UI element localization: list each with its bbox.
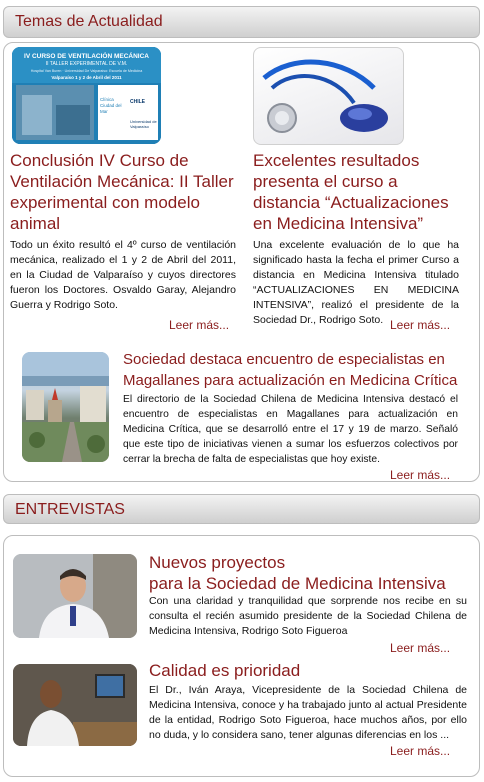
read-more-link[interactable]: Leer más... [390,318,451,332]
title-line: experimental con modelo [10,193,200,212]
news-title-2[interactable] [253,150,478,234]
news-title-1[interactable] [10,150,245,234]
title-line: en Medicina Intensiva” [253,214,424,233]
section-title: ENTREVISTAS [15,501,125,518]
sponsor-logo-uv: Universidad de Valparaíso [130,119,157,129]
flyer-subtitle: II TALLER EXPERIMENTAL DE V.M. [45,61,128,67]
magallanes-city-image[interactable] [22,352,109,462]
section-title: Temas de Actualidad [15,13,163,30]
person-graphic [13,554,137,638]
read-more-link[interactable]: Leer más... [390,744,451,758]
sponsor-logo-chile: CHILE [130,99,145,105]
title-line: Ventilación Mecánica: II Taller [10,172,234,191]
title-line: animal [10,214,61,233]
stethoscope-icon [254,48,404,145]
title-line: Conclusión IV Curso de [10,151,189,170]
title-line: Calidad es prioridad [149,661,301,680]
read-more-link[interactable]: Leer más... [390,468,451,482]
title-line: para la Sociedad de Medicina Intensiva [149,574,446,593]
interview-title-2[interactable] [149,660,469,681]
title-line: Magallanes para actualización en Medicina Crítica [123,372,458,389]
flyer-venue: Hospital Van Buren · Universidad De Valparaíso: Escuela de Medicina [30,69,143,73]
news-body-3: El directorio de la Sociedad Chilena de Medicina Intensiva destacó el encuentro de especialistas en Magallanes para actualización en Medicina Crítica, que se desarrolló entre el 17 y 19 de marzo. Señaló que este tipo de iniciativas vienen a sumar los esfuerzos colectivos por cerrar la brecha de falta de especialistas que hoy existe. [123,394,458,465]
title-line: Nuevos proyectos [149,553,286,572]
news-body-2: Una excelente evaluación de lo que ha significado hasta la fecha el primer Curso a distancia en Medicina Intensiva titulado “ACTUALIZACIONES EN MEDICINA INTENSIVA”, realizó el presidente de la Sociedad Dr., Rodrigo Soto. [253,239,459,326]
news-title-3[interactable] [123,349,473,391]
title-line: distancia “Actualizaciones [253,193,449,212]
sponsor-logo-clinica: Clínica Ciudad del Mar [100,97,122,114]
stethoscope-mouse-image[interactable] [253,47,404,145]
person-graphic [13,664,137,746]
title-line: Excelentes resultados [253,151,420,170]
news-body-1: Todo un éxito resultó el 4º curso de ventilación mecánica, realizado el 1 y 2 de Abril del 2011, en la Ciudad de Valparaíso y cuyos directores fueron los Doctores. Osvaldo Garay, Alejandro Guerra y Rodrigo Soto. [10,239,236,311]
read-more-link[interactable]: Leer más... [390,641,451,655]
interview-body-1: Con una claridad y tranquilidad que sorprende nos recibe en su consulta el recién asumido presidente de la Sociedad Chilena de Medicina Intensiva, Rodrigo Soto Figueroa [149,595,467,637]
interview-title-1[interactable] [149,552,469,594]
city-graphic [22,352,109,462]
title-line: presenta el curso a [253,172,398,191]
flyer-date: Valparaíso 1 y 2 de Abril del 2011 [51,75,122,80]
read-more-link[interactable]: Leer más... [169,318,230,332]
section-header-entrevistas [3,494,480,524]
section-header-actualidad [3,6,480,38]
flyer-title: IV CURSO DE VENTILACIÓN MECÁNICA [24,53,149,60]
interview-photo-1[interactable] [13,554,137,638]
interview-body-2: El Dr., Iván Araya, Vicepresidente de la Sociedad Chilena de Medicina Intensiva, conoce y ha trabajado junto al actual Presidente de la entidad, Rodrigo Soto Figueroa, hace muchos años, por ello no duda, y lo considera sano, tener algunas diferencias en los ... [149,684,467,741]
course-flyer-image[interactable] [12,47,161,144]
title-line: Sociedad destaca encuentro de especialistas en [123,351,445,368]
interview-photo-2[interactable] [13,664,137,746]
